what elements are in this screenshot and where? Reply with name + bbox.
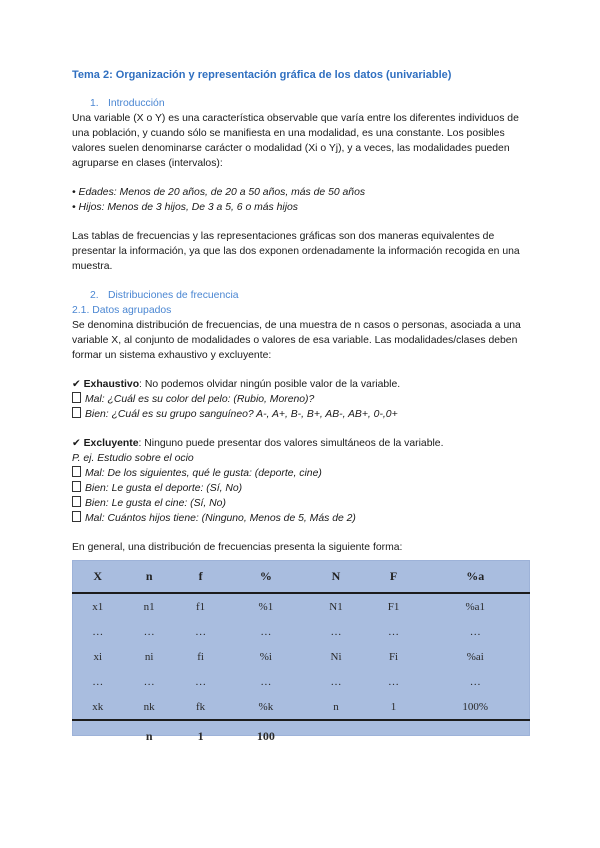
table-cell: nk: [123, 694, 174, 720]
table-cell: fk: [175, 694, 226, 720]
table-cell: 1: [367, 694, 421, 720]
table-cell: n: [305, 694, 366, 720]
table-cell: …: [260, 625, 272, 638]
checkbox-icon: [72, 511, 81, 522]
list-item: • Edades: Menos de 20 años, de 20 a 50 años, más de 50 años: [72, 187, 366, 198]
term: Excluyente: [83, 438, 139, 449]
section-title: Introducción: [108, 98, 165, 109]
list-item: [72, 466, 532, 481]
table-header-row: [72, 560, 530, 593]
list-item-text: Bien: Le gusta el cine: (Sí, No): [85, 498, 226, 509]
class-examples-list: [72, 185, 532, 215]
column-header: F: [367, 560, 421, 593]
checkmark-icon: ✔: [72, 438, 81, 449]
column-header: f: [175, 560, 226, 593]
table-cell: …: [195, 625, 207, 638]
table-total-row: [72, 720, 530, 751]
table-cell: …: [260, 675, 272, 688]
table-cell: …: [195, 675, 207, 688]
table-row: [72, 619, 530, 644]
table-cell: …: [469, 625, 481, 638]
table-cell: N1: [329, 600, 343, 613]
example-label: P. ej. Estudio sobre el ocio: [72, 453, 194, 464]
table-cell: …: [330, 625, 342, 638]
intro-paragraph: Una variable (X o Y) es una característica observable que varía entre los diferentes individuos de una población, y cuando sólo se manifiesta en una modalidad, es una constante. Los posibles valores suelen denominarse carácter o modalidad (Xi o Yj), y a veces, las modalidades pueden agruparse en clases (intervalos):: [72, 113, 519, 169]
frequency-table: [72, 560, 530, 751]
table-row: [72, 593, 530, 619]
list-item-text: Bien: Le gusta el deporte: (Sí, No): [85, 483, 243, 494]
table-row: [72, 669, 530, 694]
table-cell: %a1: [465, 600, 486, 613]
table-cell: %i: [259, 650, 272, 663]
subsection-heading: 2.1. Datos agrupados: [72, 305, 172, 316]
table-cell: …: [388, 625, 400, 638]
section-title: Distribuciones de frecuencia: [108, 290, 239, 301]
table-intro: En general, una distribución de frecuencias presenta la siguiente forma:: [72, 542, 403, 553]
list-item: [72, 407, 532, 422]
document-body: [72, 68, 532, 555]
list-item-text: Mal: Cuántos hijos tiene: (Ninguno, Menos de 5, Más de 2): [85, 513, 356, 524]
checkmark-icon: ✔: [72, 379, 81, 390]
table-cell: [367, 720, 421, 751]
list-item: [72, 392, 532, 407]
column-header: %a: [420, 560, 530, 593]
page-title: Tema 2: Organización y representación gráfica de los datos (univariable): [72, 69, 452, 81]
table-cell: …: [143, 675, 155, 688]
list-item: • Hijos: Menos de 3 hijos, De 3 a 5, 6 o más hijos: [72, 202, 298, 213]
table-cell: …: [388, 675, 400, 688]
section-number: 2.: [90, 290, 99, 301]
table-cell: …: [330, 675, 342, 688]
table-cell: 100: [256, 728, 275, 743]
excluyente-definition: [72, 436, 532, 451]
table-cell: 1: [197, 728, 204, 743]
column-header: N: [305, 560, 366, 593]
table-cell: …: [92, 625, 104, 638]
table-cell: %k: [226, 694, 305, 720]
table-cell: [305, 720, 366, 751]
table-cell: Ni: [330, 650, 342, 663]
table-cell: xk: [72, 694, 123, 720]
checkbox-icon: [72, 466, 81, 477]
exhaustivo-block: [72, 377, 532, 422]
column-header: %: [226, 560, 305, 593]
table-cell: F1: [387, 600, 400, 613]
exhaustivo-definition: [72, 377, 532, 392]
checkbox-icon: [72, 407, 81, 418]
table-cell: …: [469, 675, 481, 688]
checkbox-icon: [72, 496, 81, 507]
section-heading-intro: [72, 96, 532, 111]
table-cell: 100%: [420, 694, 530, 720]
table-cell: n1: [143, 600, 155, 613]
table-cell: [72, 720, 123, 751]
table-cell: f1: [196, 600, 206, 613]
frequency-table-image: [72, 560, 530, 743]
checkbox-icon: [72, 392, 81, 403]
list-item-text: Mal: ¿Cuál es su color del pelo: (Rubio, Moreno)?: [85, 394, 315, 405]
table-cell: n: [145, 728, 153, 743]
tables-paragraph: Las tablas de frecuencias y las representaciones gráficas son dos maneras equivalentes de presentar la información, ya que las dos exponen ordenadamente la información recogida en una muestra.: [72, 231, 520, 272]
list-item: [72, 511, 532, 526]
table-cell: [420, 720, 530, 751]
table-cell: fi: [197, 650, 204, 663]
table-cell: …: [143, 625, 155, 638]
list-item: [72, 481, 532, 496]
table-row: [72, 644, 530, 669]
list-item-text: Bien: ¿Cuál es su grupo sanguíneo? A-, A+, B-, B+, AB-, AB+, 0-,0+: [85, 409, 398, 420]
table-cell: ni: [144, 650, 154, 663]
term: Exhaustivo: [83, 379, 140, 390]
definition-text: : Ninguno puede presentar dos valores simultáneos de la variable.: [138, 438, 444, 449]
list-item: [72, 496, 532, 511]
table-cell: Fi: [388, 650, 399, 663]
table-cell: …: [92, 675, 104, 688]
table-row: [72, 694, 530, 720]
table-cell: x1: [92, 600, 104, 613]
distribution-paragraph: Se denomina distribución de frecuencias, de una muestra de n casos o personas, asociada a una variable X, al conjunto de modalidades o valores de esa variable. Las modalidades/clases deben formar un sistema exhaustivo y excluyente:: [72, 320, 521, 361]
section-number: 1.: [90, 98, 99, 109]
list-item-text: Mal: De los siguientes, qué le gusta: (deporte, cine): [85, 468, 322, 479]
excluyente-block: [72, 436, 532, 526]
checkbox-icon: [72, 481, 81, 492]
column-header: n: [123, 560, 174, 593]
table-cell: %ai: [466, 650, 484, 663]
section-heading-distribuciones: [72, 288, 532, 303]
table-cell: %1: [258, 600, 274, 613]
table-cell: xi: [93, 650, 102, 663]
column-header: X: [72, 560, 123, 593]
definition-text: : No podemos olvidar ningún posible valor de la variable.: [139, 379, 401, 390]
